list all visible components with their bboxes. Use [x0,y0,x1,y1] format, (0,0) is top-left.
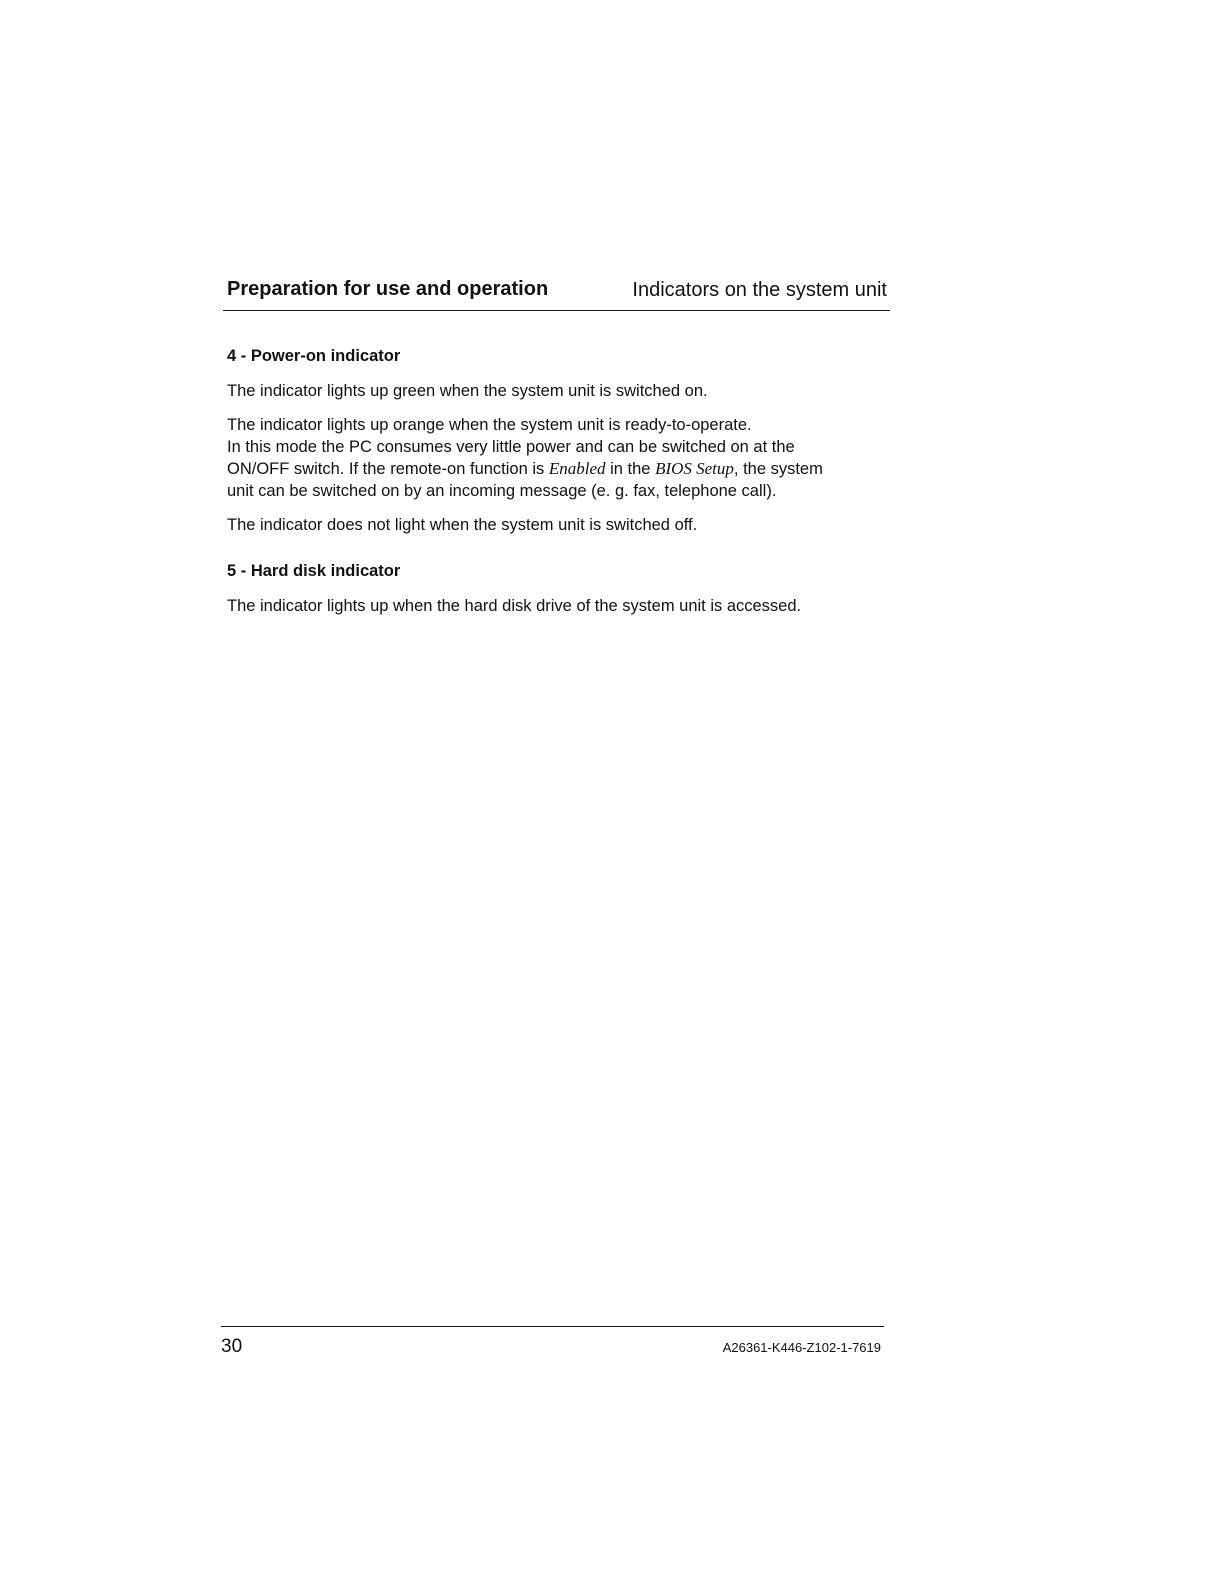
power-on-indicator-heading: 4 - Power-on indicator [227,347,401,365]
chapter-title: Preparation for use and operation [227,278,549,300]
term-enabled: Enabled [548,459,606,478]
footer-rule [221,1326,884,1327]
page-number: 30 [221,1336,243,1357]
term-bios-setup: BIOS Setup [655,459,734,478]
paragraph-off: The indicator does not light when the system unit is switched off. [227,516,698,534]
page-content [227,345,907,629]
line-3-text-a: ON/OFF switch. If the remote-on function is [227,460,549,478]
paragraph-hard-disk: The indicator lights up when the hard disk drive of the system unit is accessed. [227,597,802,615]
document-code: A26361-K446-Z102-1-7619 [722,1340,881,1355]
page-header [223,276,890,311]
line-3-text-c: , the system [733,460,823,478]
section-title: Indicators on the system unit [632,279,887,301]
paragraph-green: The indicator lights up green when the system unit is switched on. [227,382,708,400]
line-3-text-b: in the [605,460,656,478]
hard-disk-indicator-heading: 5 - Hard disk indicator [227,562,401,580]
paragraph-orange [227,414,907,502]
paragraph-orange-line-2: In this mode the PC consumes very little power and can be switched on at the [227,438,795,456]
paragraph-orange-line-1: The indicator lights up orange when the system unit is ready-to-operate. [227,416,752,434]
paragraph-orange-line-3 [227,460,823,478]
paragraph-orange-line-4: unit can be switched on by an incoming message (e. g. fax, telephone call). [227,482,777,500]
